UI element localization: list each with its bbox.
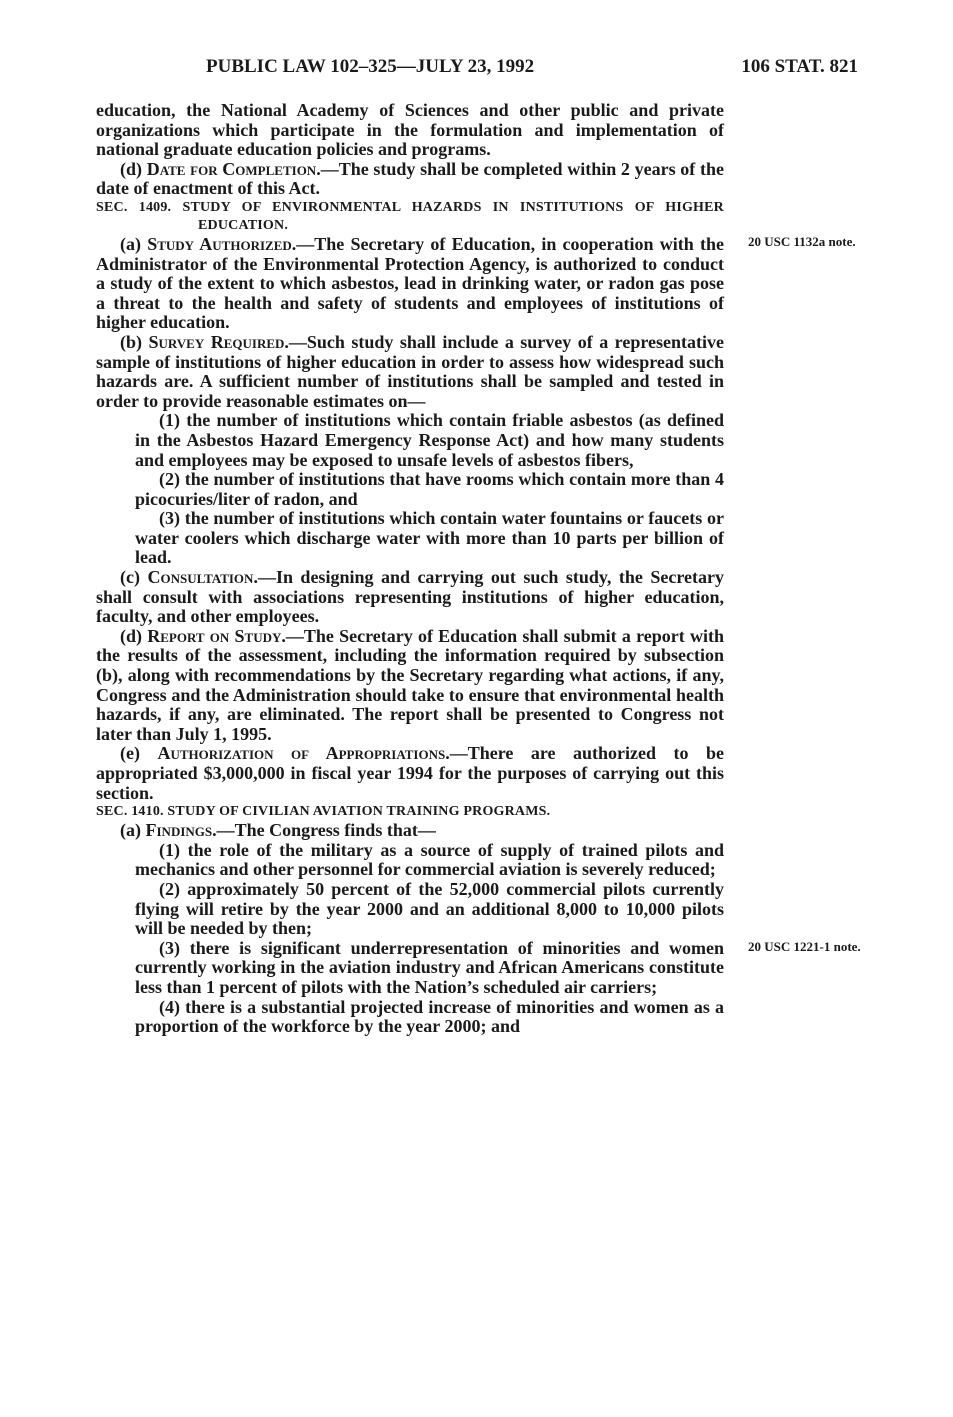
subsection-heading: Survey Required xyxy=(148,331,285,352)
list-item-1410-a-4: (4) there is a substantial projected increase of minorities and women as a proportion of the workforce by the year 2000; and xyxy=(135,996,724,1037)
subsection-label: (d) xyxy=(120,625,148,646)
subsection-text: .—In designing and carrying out such study, the Secretary shall consult with associations representing institutions of higher education, faculty, and other employees. xyxy=(96,567,724,627)
subsection-heading: Report on Study xyxy=(147,625,282,646)
list-item-1409-b-3: (3) the number of institutions which contain water fountains or faucets or water coolers which discharge water with more than 10 parts per billion of lead. xyxy=(135,508,724,568)
subsection-heading: Consultation xyxy=(147,567,254,588)
list-item-1409-b-1: (1) the number of institutions which contain friable asbestos (as defined in the Asbestos Hazard Emergency Response Act) and how many students and employees may be exposed to unsafe levels of asbestos fibers, xyxy=(135,410,724,470)
list-item-1410-a-3: (3) there is significant underrepresentation of minorities and women currently working in the aviation industry and African Americans constitute less than 1 percent of pilots with the Nation’s scheduled air carriers; xyxy=(135,937,724,997)
paragraph-1409-a xyxy=(96,235,724,333)
subsection-label: (a) xyxy=(120,233,148,254)
paragraph-1409-b xyxy=(96,333,724,411)
list-item-1410-a-1: (1) the role of the military as a source of supply of trained pilots and mechanics and other personnel for commercial aviation is severely reduced; xyxy=(135,839,724,880)
page-header xyxy=(96,56,858,86)
subsection-heading: Study Authorized xyxy=(147,233,292,254)
subsection-heading: Authorization of Appropriations xyxy=(157,743,446,764)
subsection-label: (c) xyxy=(120,567,148,588)
subsection-label: (d) xyxy=(120,158,147,179)
list-item-1410-a-2: (2) approximately 50 percent of the 52,000 commercial pilots currently flying will retire by the year 2000 and an additional 8,000 to 10,000 pilots will be needed by then; xyxy=(135,878,724,939)
subsection-label: (a) xyxy=(120,820,146,841)
section-1410-heading: SEC. 1410. STUDY OF CIVILIAN AVIATION TRAINING PROGRAMS. xyxy=(96,804,551,820)
section-1409-heading: SEC. 1409. STUDY OF ENVIRONMENTAL HAZARDS IN INSTITUTIONS OF HIGHER EDUCATION. xyxy=(96,199,724,233)
paragraph-1409-c xyxy=(96,568,724,627)
paragraph-d-date-for-completion xyxy=(96,160,724,199)
subsection-text: .—There are authorized to be appropriated $3,000,000 in fiscal year 1994 for the purposes of carrying out this section. xyxy=(96,743,724,803)
subsection-text: .—Such study shall include a survey of a representative sample of institutions of higher education in order to assess how widespread such hazards are. A sufficient number of institutions shall be sampled and tested in order to provide reasonable estimates on— xyxy=(96,331,724,411)
subsection-label: (e) xyxy=(120,743,158,764)
subsection-heading: Date for Completion xyxy=(146,158,317,179)
subsection-text: .—The Secretary of Education, in cooperation with the Administrator of the Environmental Protection Agency, is authorized to conduct a study of the extent to which asbestos, lead in drinking water, or radon gas pose a threat to the health and safety of students and employees of institutions of higher education. xyxy=(96,233,724,333)
paragraph-1409-d xyxy=(96,627,724,745)
statute-page-number: 106 STAT. 821 xyxy=(741,56,858,77)
subsection-heading: Findings xyxy=(145,820,213,841)
running-title: PUBLIC LAW 102–325—JULY 23, 1992 xyxy=(206,56,535,77)
continued-paragraph: education, the National Academy of Sciences and other public and private organizations which participate in the formulation and implementation of national graduate education policies and programs. xyxy=(96,100,724,160)
subsection-text: .—The Secretary of Education shall submit a report with the results of the assessment, including the information required by subsection (b), along with recommendations by the Secretary regarding what actions, if any, Congress and the Administration should take to ensure that environmental health hazards, if any, are eliminated. The report shall be presented to Congress not later than July 1, 1995. xyxy=(96,625,725,744)
subsection-label: (b) xyxy=(120,331,149,352)
subsection-text: .—The Congress finds that— xyxy=(212,820,436,841)
document-body xyxy=(96,101,724,1037)
subsection-text: .—The study shall be completed within 2 years of the date of enactment of this Act. xyxy=(96,158,724,199)
paragraph-1410-a xyxy=(96,821,724,841)
margin-note-1409: 20 USC 1132a note. xyxy=(748,234,856,249)
paragraph-1409-e xyxy=(96,744,724,803)
list-item-1409-b-2: (2) the number of institutions that have rooms which contain more than 4 picocuries/liter of radon, and xyxy=(135,469,724,509)
margin-note-1410: 20 USC 1221-1 note. xyxy=(748,939,861,954)
